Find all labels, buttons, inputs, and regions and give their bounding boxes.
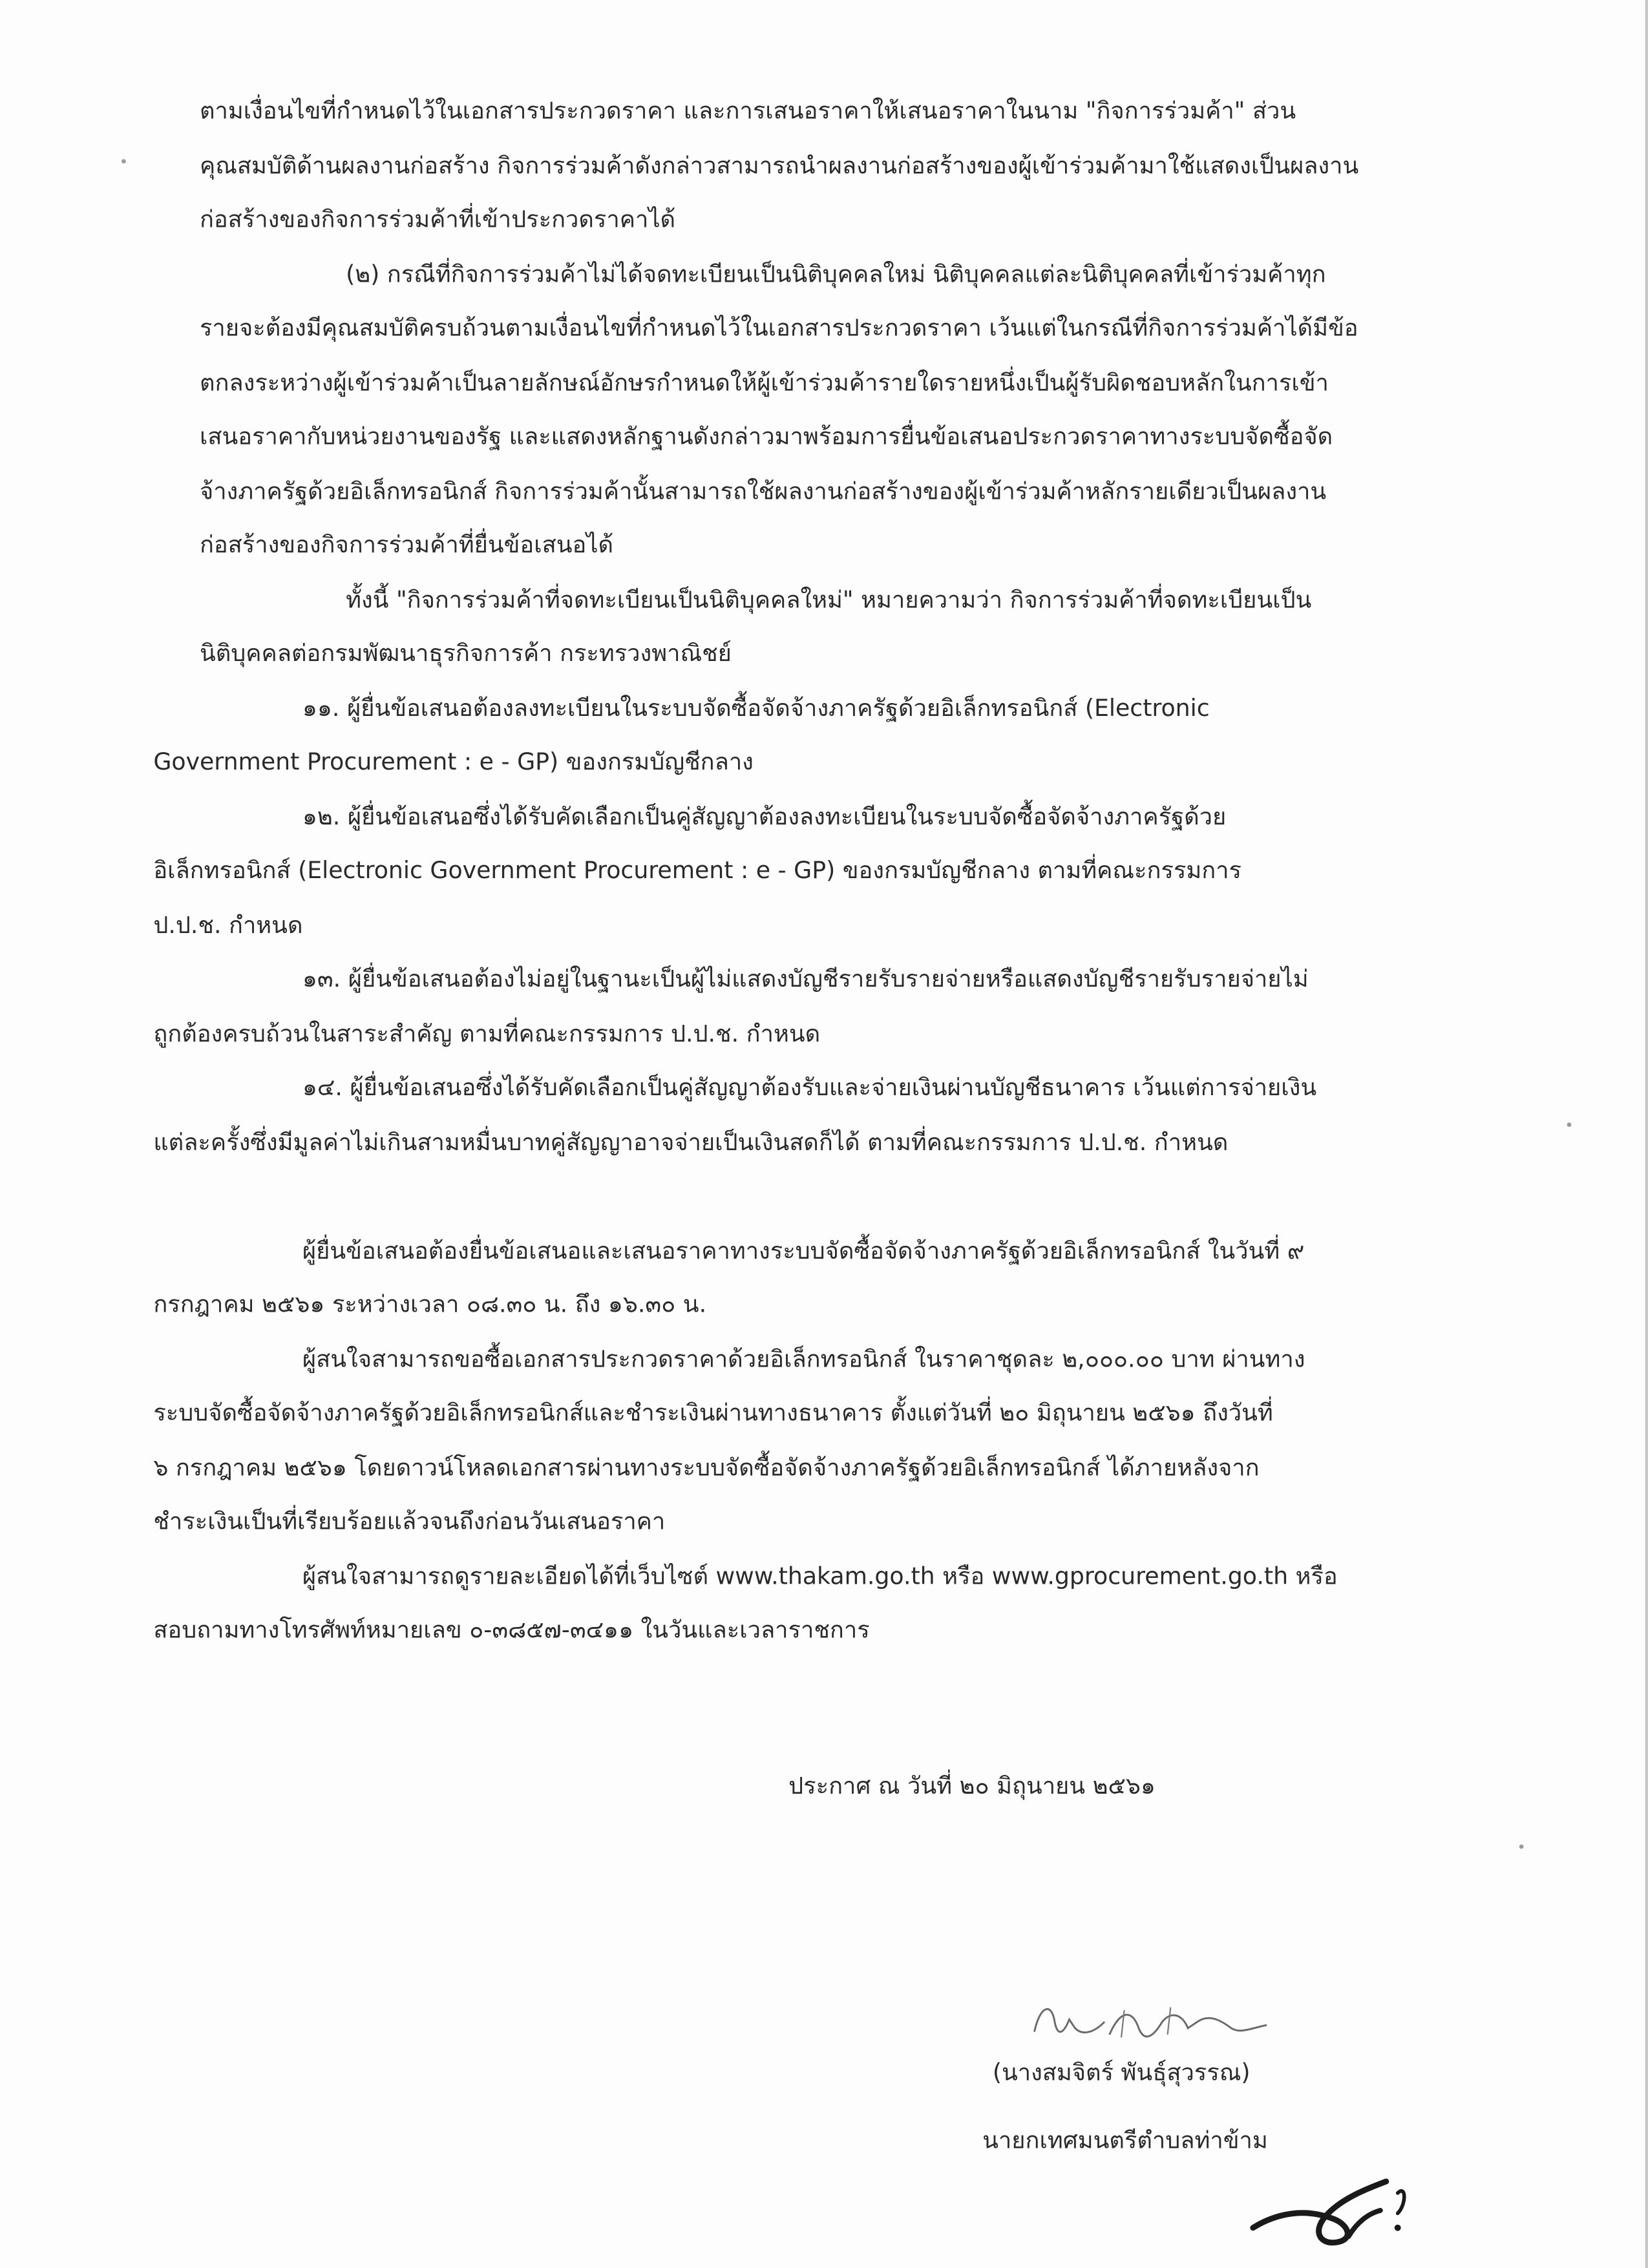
scan-speck <box>121 159 126 163</box>
body-line: ๖ กรกฎาคม ๒๕๖๑ โดยดาวน์โหลดเอกสารผ่านทางระบบจัดซื้อจัดจ้างภาครัฐด้วยอิเล็กทรอนิกส์ ได้ภายหลังจาก <box>153 1453 1260 1482</box>
body-line: ผู้สนใจสามารถขอซื้อเอกสารประกวดราคาด้วยอิเล็กทรอนิกส์ ในราคาชุดละ ๒,๐๐๐.๐๐ บาท ผ่านทาง <box>302 1345 1305 1373</box>
body-line: อิเล็กทรอนิกส์ (Electronic Government Procurement : e - GP) ของกรมบัญชีกลาง ตามที่คณะกรรมการ <box>153 856 1241 884</box>
body-line: ชำระเงินเป็นที่เรียบร้อยแล้วจนถึงก่อนวันเสนอราคา <box>153 1507 666 1535</box>
body-line: ก่อสร้างของกิจการร่วมค้าที่ยื่นข้อเสนอได้ <box>199 530 614 559</box>
body-line: รายจะต้องมีคุณสมบัติครบถ้วนตามเงื่อนไขที่กำหนดไว้ในเอกสารประกวดราคา เว้นแต่ในกรณีที่กิจการร่วมค้าได้มีข้อ <box>199 313 1358 342</box>
initials-mark <box>1247 2170 1413 2256</box>
body-line: ทั้งนี้ "กิจการร่วมค้าที่จดทะเบียนเป็นนิติบุคคลใหม่" หมายความว่า กิจการร่วมค้าที่จดทะเบียนเป็น <box>346 585 1312 614</box>
body-line: (๒) กรณีที่กิจการร่วมค้าไม่ได้จดทะเบียนเป็นนิติบุคคลใหม่ นิติบุคคลแต่ละนิติบุคคลที่เข้าร่วมค้าทุก <box>346 260 1326 288</box>
body-line: จ้างภาครัฐด้วยอิเล็กทรอนิกส์ กิจการร่วมค้านั้นสามารถใช้ผลงานก่อสร้างของผู้เข้าร่วมค้าหลักรายเดียวเป็นผลงาน <box>199 477 1327 505</box>
body-line: แต่ละครั้งซึ่งมีมูลค่าไม่เกินสามหมื่นบาทคู่สัญญาอาจจ่ายเป็นเงินสดก็ได้ ตามที่คณะกรรมการ ป.ป.ช. กำหนด <box>153 1128 1229 1156</box>
body-line: เสนอราคากับหน่วยงานของรัฐ และแสดงหลักฐานดังกล่าวมาพร้อมการยื่นข้อเสนอประกวดราคาทางระบบจัดซื้อจัด <box>199 422 1333 450</box>
announcement-date: ประกาศ ณ วันที่ ๒๐ มิถุนายน ๒๕๖๑ <box>788 1772 1156 1800</box>
body-line: ป.ป.ช. กำหนด <box>153 911 303 939</box>
body-line: กรกฎาคม ๒๕๖๑ ระหว่างเวลา ๐๘.๓๐ น. ถึง ๑๖.๓๐ น. <box>153 1290 707 1318</box>
body-line: สอบถามทางโทรศัพท์หมายเลข ๐-๓๘๕๗-๓๔๑๑ ในวันและเวลาราชการ <box>153 1615 870 1644</box>
body-line: ตามเงื่อนไขที่กำหนดไว้ในเอกสารประกวดราคา และการเสนอราคาให้เสนอราคาในนาม "กิจการร่วมค้า" ส่วน <box>199 96 1296 125</box>
body-line: ๑๑. ผู้ยื่นข้อเสนอต้องลงทะเบียนในระบบจัดซื้อจัดจ้างภาครัฐด้วยอิเล็กทรอนิกส์ (Electronic <box>302 694 1210 722</box>
body-line: นิติบุคคลต่อกรมพัฒนาธุรกิจการค้า กระทรวงพาณิชย์ <box>199 639 732 667</box>
body-line: คุณสมบัติด้านผลงานก่อสร้าง กิจการร่วมค้าดังกล่าวสามารถนำผลงานก่อสร้างของผู้เข้าร่วมค้ามาใช้แสดงเป็นผลงาน <box>199 152 1359 180</box>
handwritten-signature <box>1020 1993 1273 2052</box>
body-line: ๑๔. ผู้ยื่นข้อเสนอซึ่งได้รับคัดเลือกเป็นคู่สัญญาต้องรับและจ่ายเงินผ่านบัญชีธนาคาร เว้นแต่การจ่ายเงิน <box>302 1073 1317 1101</box>
scan-speck <box>1519 1844 1524 1849</box>
body-line: ๑๒. ผู้ยื่นข้อเสนอซึ่งได้รับคัดเลือกเป็นคู่สัญญาต้องลงทะเบียนในระบบจัดซื้อจัดจ้างภาครัฐด้วย <box>302 803 1227 831</box>
body-line: ผู้ยื่นข้อเสนอต้องยื่นข้อเสนอและเสนอราคาทางระบบจัดซื้อจัดจ้างภาครัฐด้วยอิเล็กทรอนิกส์ ในวันที่ ๙ <box>302 1237 1305 1265</box>
body-line: ก่อสร้างของกิจการร่วมค้าที่เข้าประกวดราคาได้ <box>199 205 676 233</box>
body-line: ตกลงระหว่างผู้เข้าร่วมค้าเป็นลายลักษณ์อักษรกำหนดให้ผู้เข้าร่วมค้ารายใดรายหนึ่งเป็นผู้รับผิดชอบหลักในการเข้า <box>199 368 1329 397</box>
signer-title: นายกเทศมนตรีตำบลท่าข้าม <box>982 2126 1268 2154</box>
body-line: ระบบจัดซื้อจัดจ้างภาครัฐด้วยอิเล็กทรอนิกส์และชำระเงินผ่านทางธนาคาร ตั้งแต่วันที่ ๒๐ มิถุนายน ๒๕๖๑ ถึงวันที่ <box>153 1398 1273 1427</box>
scan-speck <box>1567 1122 1572 1127</box>
scan-edge <box>1645 0 1648 2268</box>
signer-name: (นางสมจิตร์ พันธุ์สุวรรณ) <box>992 2058 1251 2086</box>
body-line: ผู้สนใจสามารถดูรายละเอียดได้ที่เว็บไซต์ www.thakam.go.th หรือ www.gprocurement.go.th หรือ <box>302 1562 1338 1590</box>
body-line: Government Procurement : e - GP) ของกรมบัญชีกลาง <box>153 748 754 775</box>
body-line: ๑๓. ผู้ยื่นข้อเสนอต้องไม่อยู่ในฐานะเป็นผู้ไม่แสดงบัญชีรายรับรายจ่ายหรือแสดงบัญชีรายรับรายจ่ายไม่ <box>302 965 1309 992</box>
body-line: ถูกต้องครบถ้วนในสาระสำคัญ ตามที่คณะกรรมการ ป.ป.ช. กำหนด <box>153 1020 821 1047</box>
